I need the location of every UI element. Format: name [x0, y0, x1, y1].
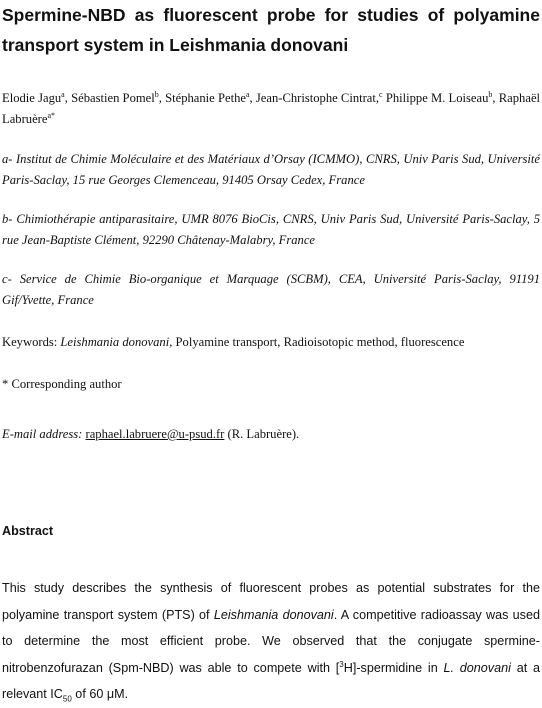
affiliation-c: c- Service de Chimie Bio-organique et Marquage (SCBM), CEA, Université Paris-Saclay, 91191 Gif/Yvette, France	[2, 272, 540, 307]
abstract-body	[2, 575, 540, 708]
isotope-superscript: 3	[339, 659, 344, 669]
abstract-text: H]-spermidine in	[343, 660, 444, 675]
author-name: Stéphanie Pethe	[165, 91, 246, 105]
author-list: Elodie Jagu$^a$, Sébastien Pomel$^b$, Stéphanie Pethe$^a$, Jean-Christophe Cintrat,$^c$ Philippe M. Loiseau$^b$, Raphaël Labruère$^{a*}$	[2, 89, 541, 126]
abstract-species: Leishmania donovani	[213, 607, 334, 622]
author-name: Raphaël Labruère	[2, 91, 541, 126]
email-link[interactable]: raphael.labruere@u-psud.fr	[85, 427, 225, 441]
keywords-rest: , Polyamine transport, Radioisotopic method, fluorescence	[169, 335, 465, 349]
email-suffix: (R. Labruère).	[224, 427, 300, 441]
abstract-heading: Abstract	[2, 524, 54, 538]
author-affiliation-mark: a	[61, 89, 65, 99]
author-affiliation-mark: a*	[47, 110, 56, 120]
keywords-label: Keywords:	[2, 335, 58, 349]
abstract-text: . A competitive radioassay was used to determine the most efficient probe. We observed that the conjugate spermine-nitrobenzofurazan (Spm-NBD) was able to compete with [	[2, 607, 540, 675]
keywords-line	[2, 332, 540, 353]
abstract-species-short: L. donovani	[443, 660, 511, 675]
email-label: E-mail address:	[2, 427, 83, 441]
author-affiliation-mark: b	[488, 89, 493, 99]
abstract-text: at a relevant IC	[2, 660, 540, 701]
paper-title: Spermine-NBD as fluorescent probe for studies of polyamine transport system in Leishmania donovani	[2, 5, 540, 55]
abstract-text: This study describes the synthesis of fluorescent probes as potential substrates for the polyamine transport system (PTS) of	[2, 581, 540, 622]
author-name: Jean-Christophe Cintrat,	[255, 91, 380, 105]
keyword-species: Leishmania donovani	[60, 335, 170, 349]
email-line	[2, 424, 540, 445]
abstract-text: of 60 μM.	[71, 687, 129, 701]
author-affiliation-mark: c	[379, 89, 383, 99]
author-affiliation-mark: b	[154, 89, 159, 99]
affiliation-a: a- Institut de Chimie Moléculaire et des Matériaux d’Orsay (ICMMO), CNRS, Univ Paris Sud, Université Paris-Saclay, 15 rue Georges Clemenceau, 91405 Orsay Cedex, France	[2, 152, 540, 187]
corresponding-author-note: * Corresponding author	[2, 377, 122, 391]
affiliation-b: b- Chimiothérapie antiparasitaire, UMR 8076 BioCis, CNRS, Univ Paris Sud, Université Paris-Saclay, 5 rue Jean-Baptiste Clément, 92290 Châtenay-Malabry, France	[2, 212, 540, 247]
author-name: Sébastien Pomel	[71, 91, 155, 105]
author-affiliation-mark: a	[245, 89, 250, 99]
ic50-subscript: 50	[62, 694, 72, 704]
author-name: Philippe M. Loiseau	[385, 91, 489, 105]
author-name: Elodie Jagu	[2, 91, 62, 105]
